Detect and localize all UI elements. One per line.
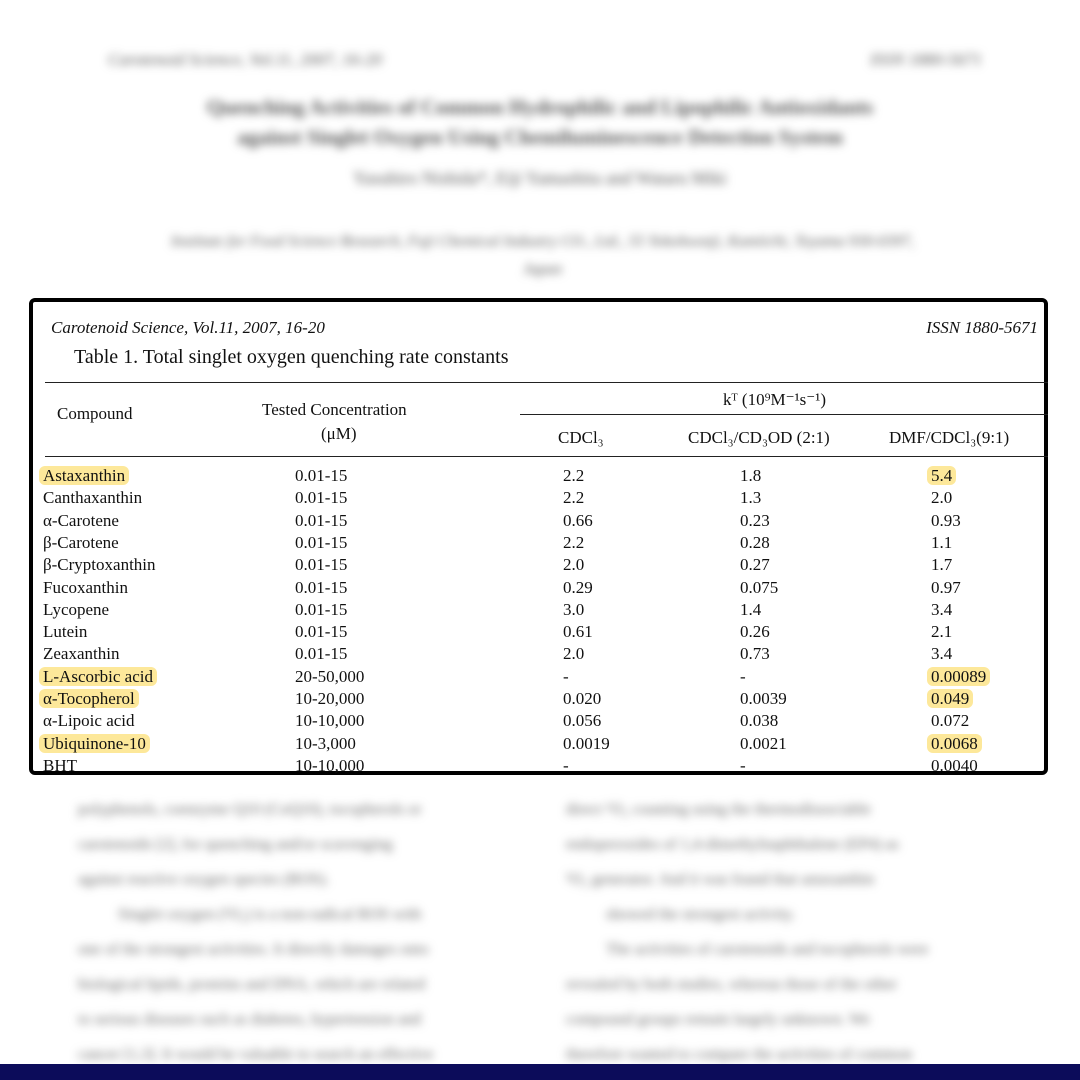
cell-dmf (931, 510, 961, 532)
header-compound: Compound (57, 404, 133, 423)
cell-conc (295, 510, 347, 532)
cell-cdcl3 (563, 621, 593, 643)
body-text-line: one of the strongest activities. It directly damages onto (78, 941, 429, 958)
cell-text: 0.66 (563, 510, 593, 530)
cell-compound (43, 487, 142, 509)
cell-conc (295, 733, 356, 755)
cell-text: 20-50,000 (295, 666, 365, 686)
body-text-line: revealed by both studies, whereas those of the other (566, 976, 898, 993)
cell-mix (740, 510, 770, 532)
body-text-line: Singlet oxygen (¹O₂) is a non-radical ROS with (118, 906, 422, 923)
cell-conc (295, 465, 347, 487)
cell-text: L-Ascorbic acid (39, 667, 157, 686)
cell-text: 0.0019 (563, 733, 610, 753)
cell-mix (740, 755, 746, 777)
cell-dmf (931, 621, 952, 643)
cell-text: 2.2 (563, 532, 585, 552)
cell-cdcl3 (563, 710, 601, 732)
cell-compound (43, 688, 139, 710)
header-bottom-rule (45, 456, 1048, 457)
cell-text: 2.0 (563, 644, 585, 664)
cell-mix (740, 532, 770, 554)
cell-text: 5.4 (927, 466, 956, 485)
cell-dmf (931, 755, 978, 777)
cell-text: 0.01-15 (295, 532, 348, 552)
card-journal-label: Carotenoid Science, Vol.11, 2007, 16-20 (51, 318, 325, 337)
cell-compound (43, 621, 87, 643)
cell-compound (43, 510, 119, 532)
affiliation-line: Japan (522, 261, 563, 278)
cell-text: 0.23 (740, 510, 770, 530)
cell-text: 0.01-15 (295, 644, 348, 664)
header-concentration: Tested Concentration (262, 400, 407, 419)
cell-mix (740, 577, 778, 599)
cell-text: 2.1 (931, 622, 953, 642)
cell-conc (295, 666, 364, 688)
cell-mix (740, 465, 761, 487)
body-text-line: therefore wanted to compare the activities of common (566, 1046, 913, 1063)
cell-text: - (563, 755, 569, 775)
paper-title-line: Quenching Activities of Common Hydrophilic and Lipophilic Antioxidants (206, 95, 874, 119)
cell-text: 0.01-15 (295, 577, 348, 597)
cell-text: 1.1 (931, 532, 953, 552)
cell-text: - (740, 755, 746, 775)
header-cdcl3-cd3od: CDCl₃/CD₃OD (2:1) (688, 428, 830, 447)
cell-text: BHT (43, 755, 77, 775)
cell-cdcl3 (563, 487, 584, 509)
cell-text: α-Carotene (43, 510, 119, 530)
cell-text: 1.7 (931, 555, 953, 575)
cell-cdcl3 (563, 643, 584, 665)
cell-text: 0.61 (563, 622, 593, 642)
cell-dmf (931, 710, 969, 732)
cell-dmf (931, 532, 952, 554)
cell-mix (740, 666, 746, 688)
cell-text: Lutein (43, 622, 88, 642)
cell-dmf (931, 666, 990, 688)
cell-text: 1.8 (740, 466, 762, 485)
cell-compound (43, 554, 156, 576)
cell-text: 10-20,000 (295, 689, 365, 708)
page-header-issn: ISSN 1880-5671 (870, 50, 982, 69)
cell-text: Fucoxanthin (43, 577, 128, 597)
cell-conc (295, 688, 364, 710)
body-text-line: endoperoxides of 1,4-dimethylnaphthalene (EP4) as (566, 836, 899, 853)
cell-text: 2.2 (563, 466, 585, 485)
cell-mix (740, 643, 770, 665)
cell-dmf (931, 733, 982, 755)
cell-text: 3.4 (931, 599, 953, 619)
cell-mix (740, 487, 761, 509)
table-top-rule (45, 382, 1048, 383)
cell-text: β-Cryptoxanthin (43, 555, 156, 575)
cell-text: α-Lipoic acid (43, 711, 135, 731)
header-concentration-unit: (μM) (321, 424, 357, 443)
cell-compound (43, 465, 129, 487)
cell-text: 0.01-15 (295, 510, 348, 530)
cell-cdcl3 (563, 577, 593, 599)
paper-authors: Yasuhiro Nishida*, Eiji Yamashita and Wataru Miki (353, 168, 727, 188)
cell-mix (740, 599, 761, 621)
cell-dmf (931, 487, 952, 509)
cell-cdcl3 (563, 599, 584, 621)
paper-title (0, 92, 1080, 152)
body-text-line: showed the strongest activity. (606, 906, 796, 923)
cell-text: 0.072 (931, 711, 970, 731)
cell-text: 0.01-15 (295, 622, 348, 642)
cell-text: 0.29 (563, 577, 593, 597)
cell-text: - (740, 666, 746, 686)
cell-cdcl3 (563, 532, 584, 554)
cell-text: 0.0039 (740, 689, 787, 708)
body-text-line: cancer [1,3]. It would be valuable to search an effective (78, 1046, 434, 1063)
bottom-bar (0, 1064, 1080, 1080)
cell-conc (295, 554, 347, 576)
cell-text: α-Tocopherol (39, 689, 139, 708)
table-caption: Table 1. Total singlet oxygen quenching rate constants (74, 346, 509, 368)
body-text-line: The activities of carotenoids and tocopherols were (606, 941, 929, 958)
cell-text: 0.038 (740, 711, 779, 731)
cell-text: Astaxanthin (39, 466, 129, 485)
cell-conc (295, 532, 347, 554)
cell-compound (43, 532, 119, 554)
header-kt-group: kᵀ (10⁹M⁻¹s⁻¹) (723, 390, 827, 409)
cell-compound (43, 755, 77, 777)
cell-dmf (931, 599, 952, 621)
body-text-line: against reactive oxygen species (ROS). (78, 871, 330, 888)
cell-text: β-Carotene (43, 532, 119, 552)
cell-compound (43, 666, 157, 688)
cell-cdcl3 (563, 666, 569, 688)
cell-cdcl3 (563, 554, 584, 576)
cell-text: 0.01-15 (295, 555, 348, 575)
cell-text: 0.01-15 (295, 488, 348, 508)
body-text-line: direct ¹O₂ counting using the thermodissociable (566, 801, 871, 818)
cell-text: 0.00089 (927, 667, 990, 686)
cell-text: Canthaxanthin (43, 488, 143, 508)
cell-conc (295, 643, 347, 665)
cell-dmf (931, 643, 952, 665)
cell-text: 0.020 (563, 689, 602, 708)
cell-cdcl3 (563, 688, 601, 710)
cell-text: 0.27 (740, 555, 770, 575)
card-issn-label: ISSN 1880-5671 (926, 318, 1038, 337)
cell-text: 10-10,000 (295, 711, 365, 731)
cell-conc (295, 710, 364, 732)
cell-text: 0.73 (740, 644, 770, 664)
paper-title-line: against Singlet Oxygen Using Chemiluminescence Detection System (237, 125, 843, 149)
paper-affiliation (70, 228, 1015, 284)
body-text-line: ¹O₂ generator. And it was found that astaxanthin (566, 871, 875, 888)
page-header-journal: Carotenoid Science, Vol.11, 2007, 16-20 (108, 50, 382, 69)
kt-group-rule (520, 414, 1048, 415)
header-dmf-cdcl3: DMF/CDCl₃(9:1) (889, 428, 1010, 447)
body-text-line: carotenoids [2], for quenching and/or scavenging (78, 836, 393, 853)
cell-text: 0.0040 (931, 755, 978, 775)
cell-mix (740, 554, 770, 576)
cell-conc (295, 487, 347, 509)
cell-text: 0.049 (927, 689, 973, 708)
cell-text: - (563, 666, 569, 686)
cell-dmf (931, 465, 956, 487)
cell-text: 1.4 (740, 599, 762, 619)
cell-conc (295, 755, 364, 777)
cell-conc (295, 599, 347, 621)
cell-dmf (931, 577, 961, 599)
cell-compound (43, 710, 135, 732)
cell-text: 10-3,000 (295, 733, 356, 753)
cell-mix (740, 621, 770, 643)
cell-text: 3.0 (563, 599, 585, 619)
cell-compound (43, 599, 109, 621)
cell-text: Zeaxanthin (43, 644, 120, 664)
cell-text: 0.0021 (740, 733, 787, 753)
cell-dmf (931, 688, 973, 710)
cell-dmf (931, 554, 952, 576)
cell-text: 0.93 (931, 510, 961, 530)
table-card (29, 298, 1048, 775)
cell-text: 0.28 (740, 532, 770, 552)
body-text-line: compound groups remain largely unknown. We (566, 1011, 870, 1028)
cell-cdcl3 (563, 510, 593, 532)
cell-text: 0.0068 (927, 734, 982, 753)
cell-mix (740, 733, 787, 755)
cell-text: 0.01-15 (295, 466, 348, 485)
cell-text: 0.01-15 (295, 599, 348, 619)
cell-text: 0.97 (931, 577, 961, 597)
body-text-line: polyphenols, coenzyme Q10 (CoQ10), tocopherols or (78, 801, 422, 818)
cell-compound (43, 733, 150, 755)
cell-text: 1.3 (740, 488, 762, 508)
body-column-left (78, 792, 528, 1072)
cell-text: 2.0 (563, 555, 585, 575)
cell-text: 10-10,000 (295, 755, 365, 775)
cell-conc (295, 577, 347, 599)
cell-compound (43, 643, 119, 665)
cell-compound (43, 577, 128, 599)
body-text-line: biological lipids, proteins and DNA, which are related (78, 976, 426, 993)
cell-mix (740, 688, 787, 710)
cell-text: 0.056 (563, 711, 602, 731)
cell-conc (295, 621, 347, 643)
body-text-line: to serious diseases such as diabetes, hypertension and (78, 1011, 422, 1028)
cell-cdcl3 (563, 465, 584, 487)
cell-text: 0.075 (740, 577, 779, 597)
cell-text: 3.4 (931, 644, 953, 664)
cell-text: Ubiquinone-10 (39, 734, 150, 753)
body-column-right (566, 792, 1016, 1072)
cell-cdcl3 (563, 755, 569, 777)
cell-text: 2.0 (931, 488, 953, 508)
cell-cdcl3 (563, 733, 610, 755)
affiliation-line: Institute for Food Science Research, Fuji Chemical Industry CO., Ltd., 55 Yokohoonji, Kamiichi, Toyama 930-0397, (170, 233, 915, 250)
cell-text: Lycopene (43, 599, 110, 619)
cell-text: 0.26 (740, 622, 770, 642)
cell-mix (740, 710, 778, 732)
header-cdcl3: CDCl₃ (558, 428, 604, 447)
cell-text: 2.2 (563, 488, 585, 508)
